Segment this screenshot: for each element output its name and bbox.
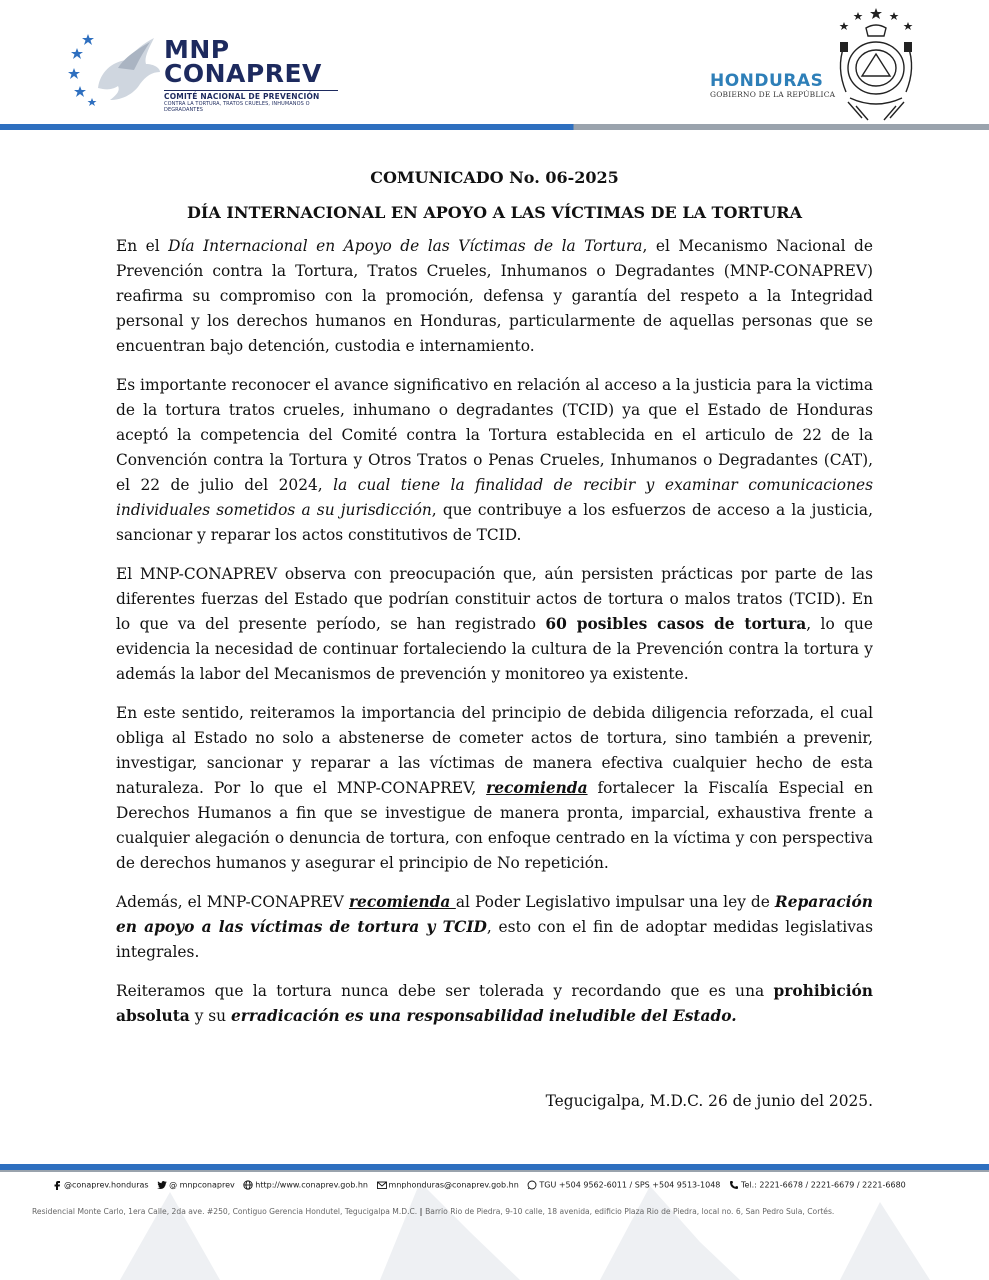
facebook-contact[interactable] <box>52 1180 149 1190</box>
p5-text-e: , esto con el fin de adoptar medidas legislativas integrales. <box>116 918 873 961</box>
logo-line1: MNP <box>164 35 230 64</box>
paragraph-4 <box>116 701 873 876</box>
address-line: Residencial Monte Carlo, 1era Calle, 2da ave. #250, Contiguo Gerencia Hondutel, Tegucigalpa M.D.C. | Barrio Rio de Piedra, 9-10 calle, 18 avenida, edificio Plaza Rio de Piedra, local no. 6, San Pedro Sula, Cortés. <box>32 1207 835 1216</box>
website-url: http://www.conaprev.gob.hn <box>255 1180 368 1190</box>
p2-italic: la cual tiene la finalidad de recibir y examinar comunicaciones individuales sometidos a su jurisdicción <box>116 476 873 519</box>
paragraph-3 <box>116 562 873 687</box>
p5-text-a: Además, el MNP-CONAPREV <box>116 893 349 911</box>
website-contact[interactable] <box>243 1180 368 1190</box>
twitter-icon <box>157 1180 167 1190</box>
phone-icon <box>729 1180 739 1190</box>
place-date-signature: Tegucigalpa, M.D.C. 26 de junio del 2025. <box>545 1092 873 1110</box>
p6-bold: prohibición absoluta <box>116 982 873 1025</box>
honduras-subtitle: GOBIERNO DE LA REPÚBLICA <box>710 90 836 99</box>
p4-text-c: fortalecer la Fiscalía Especial en Derechos Humanos a fin que se investigue de manera pronta, imparcial, exhaustiva frente a cualquier alegación o denuncia de tortura, con enfoque centrado en la víctima y con perspectiva de derechos humanos y asegurar el principio de No repetición. <box>116 779 873 872</box>
p6-text-c: y su <box>189 1007 231 1025</box>
paragraph-5 <box>116 890 873 965</box>
header-divider <box>0 124 989 130</box>
p3-bold: 60 posibles casos de tortura <box>545 615 807 633</box>
p4-recomienda: recomienda <box>486 779 588 797</box>
email-contact[interactable] <box>377 1180 519 1190</box>
whatsapp-phones: TGU +504 9562-6011 / SPS +504 9513-1048 <box>539 1180 721 1190</box>
document-body <box>116 166 873 1029</box>
p1-text-c: , el Mecanismo Nacional de Prevención contra la Tortura, Tratos Crueles, Inhumanos o Degradantes (MNP-CONAPREV) reafirma su compromiso con la promoción, defensa y garantía del respeto a la Integridad personal y los derechos humanos en Honduras, particularmente de aquellas personas que se encuentran bajo detención, custodia e internamiento. <box>116 237 874 355</box>
logo-subtitle: COMITÉ NACIONAL DE PREVENCIÓN <box>164 90 338 101</box>
address-san-pedro-sula: Barrio Rio de Piedra, 9-10 calle, 18 avenida, edificio Plaza Rio de Piedra, local no. 6, San Pedro Sula, Cortés. <box>425 1207 835 1216</box>
letterhead-footer <box>0 1160 989 1280</box>
facebook-handle: @conaprev.honduras <box>64 1180 149 1190</box>
twitter-contact[interactable] <box>157 1180 235 1190</box>
phone-numbers: Tel.: 2221-6678 / 2221-6679 / 2221-6680 <box>740 1180 906 1190</box>
p2-text-a: Es importante reconocer el avance significativo en relación al acceso a la justicia para la victima de la tortura tratos crueles, inhumano o degradantes (TCID) ya que el Estado de Honduras aceptó la competencia del Comité contra la Tortura establecida en el articulo de 22 de la Convención contra la Tortura y Otros Tratos o Penas Crueles, Inhumanos o Degradantes (CAT), el 22 de julio del 2024, <box>116 376 873 494</box>
document-subtitle: DÍA INTERNACIONAL EN APOYO A LAS VÍCTIMAS DE LA TORTURA <box>187 203 802 222</box>
letterhead <box>0 0 989 132</box>
envelope-icon <box>377 1180 387 1190</box>
p3-text-c: , lo que evidencia la necesidad de continuar fortaleciendo la cultura de la Prevención contra la tortura y además la labor del Mecanismos de prevención y monitoreo ya existente. <box>116 615 873 683</box>
p2-text-c: , que contribuye a los esfuerzos de acceso a la justicia, sancionar y reparar los actos constitutivos de TCID. <box>116 501 873 544</box>
honduras-wordmark <box>710 72 835 99</box>
p5-bold-italic: Reparación en apoyo a las víctimas de tortura y TCID <box>116 893 873 936</box>
twitter-handle: @ mnpconaprev <box>169 1180 235 1190</box>
paragraph-1 <box>116 234 873 359</box>
coat-of-arms-icon <box>828 6 924 124</box>
p3-text-a: El MNP-CONAPREV observa con preocupación que, aún persisten prácticas por parte de las diferentes fuerzas del Estado que podrían constituir actos de tortura o malos tratos (TCID). En lo que va del presente período, se han registrado <box>116 565 873 633</box>
p1-italic: Día Internacional en Apoyo de las Víctimas de la Tortura <box>168 237 643 255</box>
honduras-government-logo <box>710 6 930 121</box>
paragraph-2 <box>116 373 873 548</box>
paragraph-6 <box>116 979 873 1029</box>
p6-text-a: Reiteramos que la tortura nunca debe ser tolerada y recordando que es una <box>116 982 774 1000</box>
phone-contact[interactable] <box>729 1180 906 1190</box>
dove-stars-icon <box>68 28 163 108</box>
p4-text-a: En este sentido, reiteramos la importancia del principio de debida diligencia reforzada, el cual obliga al Estado no solo a abstenerse de cometer actos de tortura, sino también a prevenir, investigar, sancionar y reparar a las víctimas de manera efectiva cualquier hecho de esta naturaleza. Por lo que el MNP-CONAPREV, <box>116 704 873 797</box>
contact-row <box>52 1180 952 1194</box>
facebook-icon <box>52 1180 62 1190</box>
p5-recomienda: recomienda <box>348 893 456 911</box>
logo-line2: CONAPREV <box>164 59 322 88</box>
mnp-conaprev-logo <box>68 28 338 113</box>
p1-text-a: En el <box>116 237 169 255</box>
email-address: mnphonduras@conaprev.gob.hn <box>388 1180 519 1190</box>
address-tegucigalpa: Residencial Monte Carlo, 1era Calle, 2da ave. #250, Contiguo Gerencia Hondutel, Tegucigalpa M.D.C. <box>32 1207 418 1216</box>
logo-subtitle2: CONTRA LA TORTURA, TRATOS CRUELES, INHUMANOS O DEGRADANTES <box>164 101 310 113</box>
globe-icon <box>243 1180 253 1190</box>
document-title: COMUNICADO No. 06-2025 <box>370 168 619 187</box>
mnp-wordmark <box>164 35 338 113</box>
whatsapp-contact[interactable] <box>527 1180 720 1190</box>
p5-text-c: al Poder Legislativo impulsar una ley de <box>455 893 775 911</box>
honduras-title: HONDURAS <box>710 71 824 91</box>
p6-bold-italic: erradicación es una responsabilidad ineludible del Estado. <box>230 1007 737 1025</box>
whatsapp-icon <box>527 1180 537 1190</box>
